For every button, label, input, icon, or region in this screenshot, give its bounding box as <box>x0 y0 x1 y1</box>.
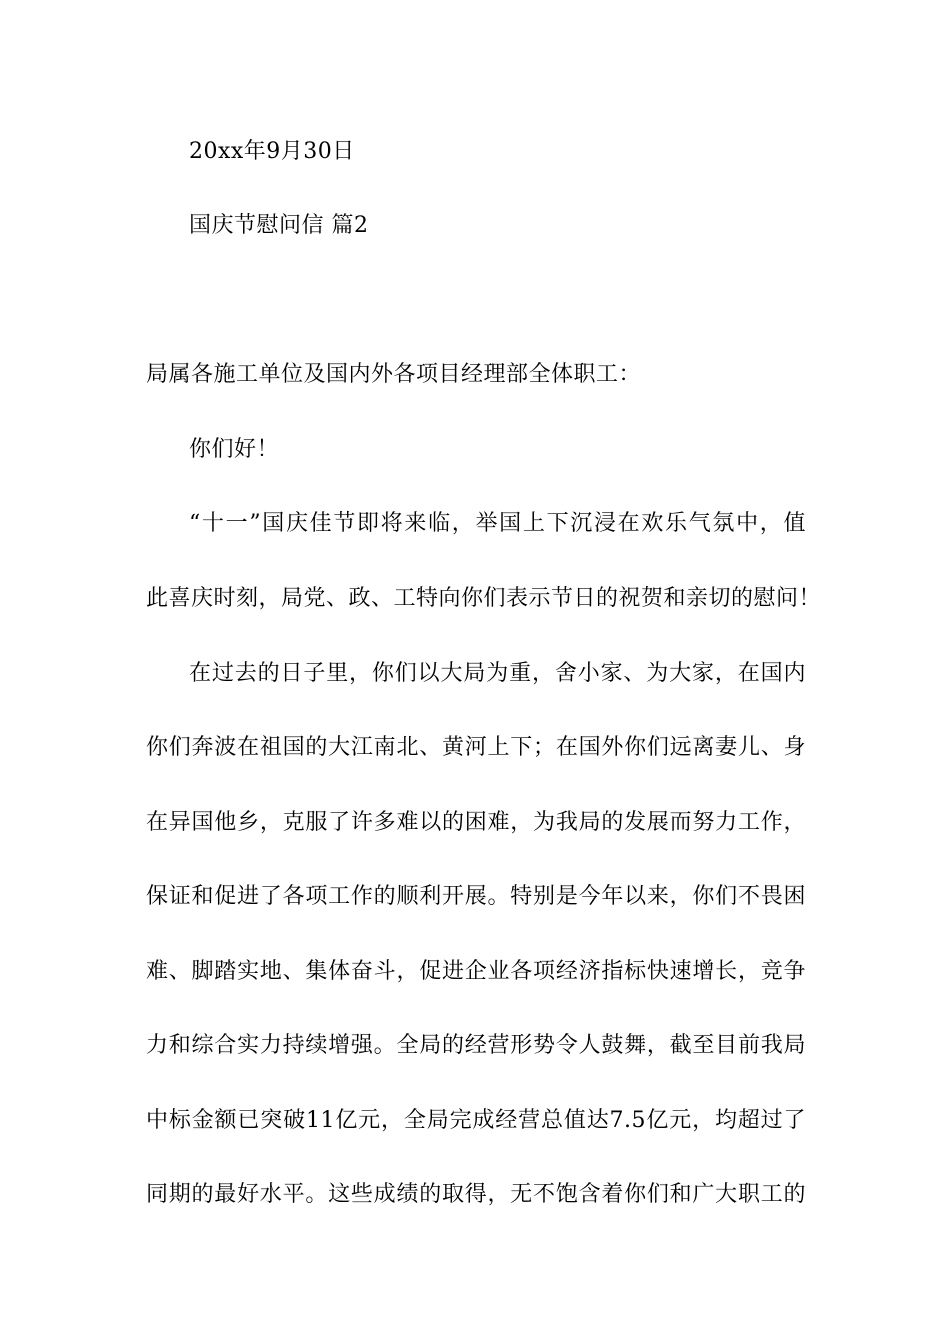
paragraph2-line4: 保证和促进了各项工作的顺利开展。特别是今年以来，你们不畏困 <box>146 884 806 909</box>
paragraph2-line3: 在异国他乡，克服了许多难以的困难，为我局的发展而努力工作， <box>146 810 806 835</box>
paragraph2-line7: 中标金额已突破11亿元，全局完成经营总值达7.5亿元，均超过了 <box>146 1108 806 1133</box>
section-title: 国庆节慰问信 篇2 <box>189 213 369 238</box>
greeting: 你们好！ <box>189 437 280 462</box>
paragraph2-line2: 你们奔波在祖国的大江南北、黄河上下；在国外你们远离妻儿、身 <box>146 735 806 760</box>
salutation: 局属各施工单位及国内外各项目经理部全体职工： <box>146 362 642 387</box>
paragraph1-line2: 此喜庆时刻，局党、政、工特向你们表示节日的祝贺和亲切的慰问！ <box>146 586 822 611</box>
paragraph2-line8: 同期的最好水平。这些成绩的取得，无不饱含着你们和广大职工的 <box>146 1182 806 1207</box>
paragraph2-line1: 在过去的日子里，你们以大局为重，舍小家、为大家，在国内 <box>189 661 806 686</box>
paragraph2-line6: 力和综合实力持续增强。全局的经营形势令人鼓舞，截至目前我局 <box>146 1033 806 1058</box>
letter-date: 20xx年9月30日 <box>189 139 355 164</box>
paragraph2-line5: 难、脚踏实地、集体奋斗，促进企业各项经济指标快速增长，竞争 <box>146 959 806 984</box>
paragraph1-line1: “十一”国庆佳节即将来临，举国上下沉浸在欢乐气氛中，值 <box>189 511 806 536</box>
